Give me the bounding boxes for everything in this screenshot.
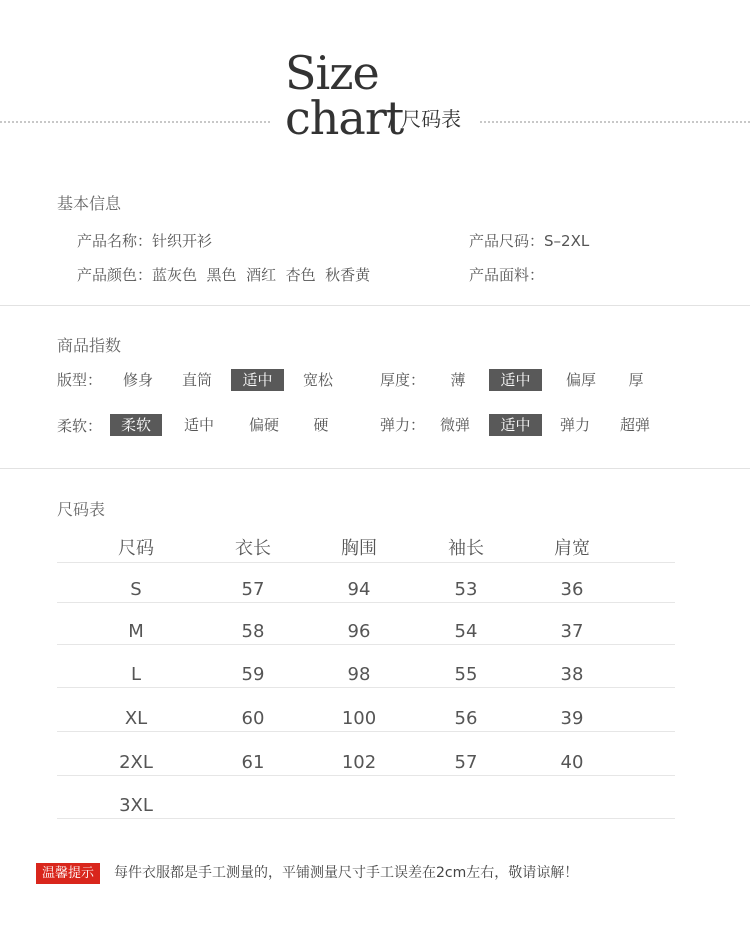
elasticity-option-0: 微弹 <box>439 416 470 434</box>
table-row-line <box>57 602 675 603</box>
divider-1 <box>0 305 750 306</box>
table-cell: 94 <box>347 579 371 600</box>
thickness-option-0: 薄 <box>450 371 466 389</box>
table-cell: 59 <box>241 664 265 685</box>
fit-option-0: 修身 <box>122 371 153 389</box>
table-header-line <box>57 562 675 563</box>
product-name-label: 产品名称： <box>77 232 153 250</box>
title-cn: / 尺码表 <box>388 107 462 131</box>
index-label-thickness: 厚度： <box>380 371 426 389</box>
table-cell: 36 <box>560 579 584 600</box>
table-row-line <box>57 818 675 819</box>
table-cell: 55 <box>454 664 478 685</box>
elasticity-option-3: 超弹 <box>619 416 650 434</box>
table-cell: M <box>128 621 144 642</box>
title-chart: chart <box>285 91 404 145</box>
table-row <box>57 610 675 653</box>
table-header-sleeve: 袖长 <box>448 538 484 559</box>
thickness-option-2: 偏厚 <box>565 371 596 389</box>
elasticity-option-2: 弹力 <box>559 416 590 434</box>
size-table-title: 尺码表 <box>57 500 106 519</box>
product-fabric-label: 产品面料： <box>469 266 545 284</box>
table-cell: 39 <box>560 708 584 729</box>
table-cell: L <box>130 664 142 685</box>
table-row <box>57 568 675 611</box>
elasticity-option-1-selected: 适中 <box>489 414 542 436</box>
table-cell: 61 <box>241 752 265 773</box>
product-name-value: 针织开衫 <box>152 232 213 250</box>
index-label-fit: 版型： <box>57 371 103 389</box>
table-cell: 40 <box>560 752 584 773</box>
divider-2 <box>0 468 750 469</box>
table-header-shoulder: 肩宽 <box>554 538 590 559</box>
table-row <box>57 697 675 740</box>
softness-option-2: 偏硬 <box>248 416 279 434</box>
index-label-softness: 柔软： <box>57 417 103 435</box>
index-title: 商品指数 <box>57 336 122 355</box>
table-cell: 56 <box>454 708 478 729</box>
table-row-line <box>57 731 675 732</box>
table-cell: 38 <box>560 664 584 685</box>
softness-option-0-selected: 柔软 <box>110 414 162 436</box>
table-row <box>57 653 675 696</box>
thickness-option-1-selected: 适中 <box>489 369 542 391</box>
table-cell: S <box>130 579 142 600</box>
table-cell: 53 <box>454 579 478 600</box>
fit-option-3: 宽松 <box>302 371 333 389</box>
product-name <box>77 230 212 251</box>
product-fabric <box>469 264 544 285</box>
product-size <box>469 230 589 251</box>
table-cell: XL <box>124 708 148 729</box>
table-row-line <box>57 644 675 645</box>
product-size-label: 产品尺码： <box>469 232 545 250</box>
basic-info-title: 基本信息 <box>57 194 122 213</box>
product-color <box>77 264 370 285</box>
tip-badge: 温馨提示 <box>36 863 100 884</box>
header-dots-right <box>480 121 750 123</box>
softness-option-3: 硬 <box>313 416 329 434</box>
table-cell: 2XL <box>119 752 153 773</box>
table-cell: 57 <box>241 579 265 600</box>
table-cell: 3XL <box>119 795 153 816</box>
header-dots-left <box>0 121 270 123</box>
table-row-line <box>57 687 675 688</box>
table-row <box>57 784 675 827</box>
table-header-bust: 胸围 <box>341 538 377 559</box>
table-header-size: 尺码 <box>118 538 154 559</box>
product-size-value: S–2XL <box>544 232 590 250</box>
table-header-length: 衣长 <box>235 538 271 559</box>
index-label-elasticity: 弹力： <box>380 416 426 434</box>
fit-option-2-selected: 适中 <box>231 369 284 391</box>
table-cell: 100 <box>341 708 377 729</box>
table-cell: 98 <box>347 664 371 685</box>
tip-text: 每件衣服都是手工测量的，平铺测量尺寸手工误差在2cm左右，敬请谅解！ <box>114 865 579 881</box>
table-row-line <box>57 775 675 776</box>
fit-option-1: 直筒 <box>181 371 212 389</box>
table-cell: 57 <box>454 752 478 773</box>
title-size: Size <box>285 46 379 100</box>
table-cell: 60 <box>241 708 265 729</box>
table-cell: 54 <box>454 621 478 642</box>
table-cell: 37 <box>560 621 584 642</box>
table-cell: 102 <box>341 752 377 773</box>
product-color-value: 蓝灰色 黑色 酒红 杏色 秋香黄 <box>152 266 371 284</box>
softness-option-1: 适中 <box>183 416 214 434</box>
product-color-label: 产品颜色： <box>77 266 153 284</box>
table-row <box>57 741 675 784</box>
table-cell: 96 <box>347 621 371 642</box>
table-cell: 58 <box>241 621 265 642</box>
thickness-option-3: 厚 <box>628 371 644 389</box>
